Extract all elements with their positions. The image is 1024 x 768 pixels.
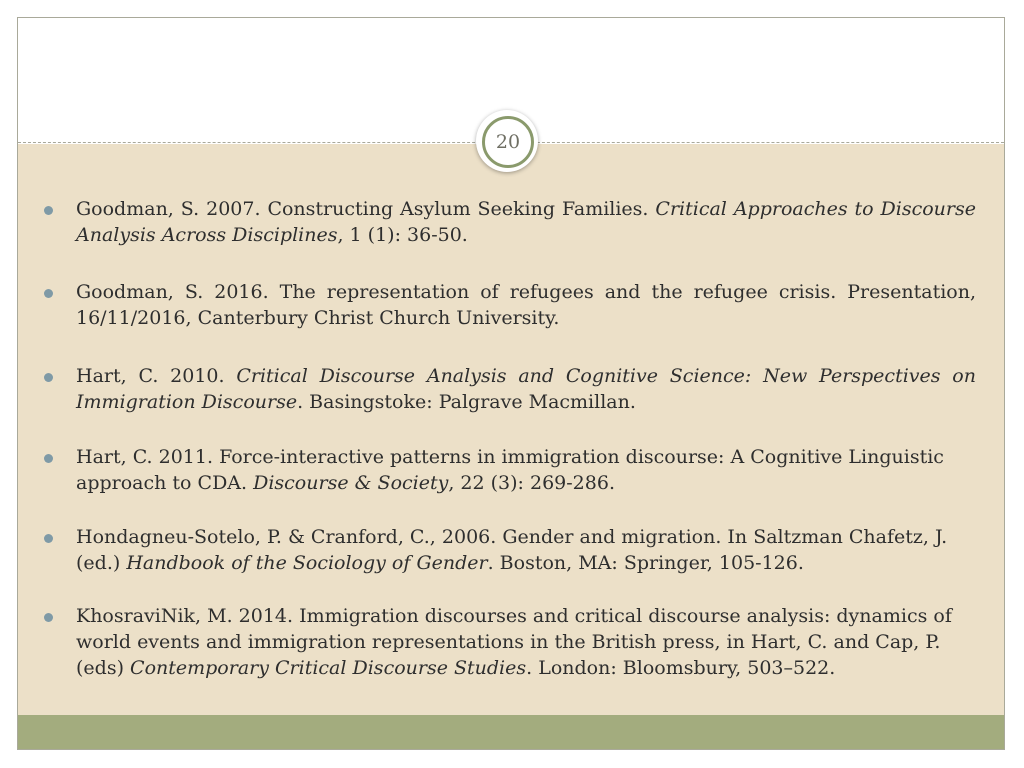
reference-text bbox=[76, 444, 976, 496]
reference-segment: Goodman, S. 2007. Constructing Asylum Seeking Families. bbox=[76, 198, 656, 220]
bullet-icon bbox=[44, 534, 53, 543]
bullet-icon bbox=[44, 454, 53, 463]
reference-title: Contemporary Critical Discourse Studies bbox=[130, 657, 527, 679]
reference-text bbox=[76, 524, 976, 576]
reference-segment: Hondagneu-Sotelo, P. & Cranford, C., 2006. Gender and migration. In Saltzman Chafetz, J. (ed.) bbox=[76, 526, 948, 574]
reference-segment: . London: Bloomsbury, 503–522. bbox=[526, 657, 836, 679]
slide-number: 20 bbox=[495, 131, 521, 153]
bullet-icon bbox=[44, 373, 53, 382]
reference-text bbox=[76, 279, 976, 331]
reference-title: Critical Approaches to Discourse Analysis Across Disciplines bbox=[76, 198, 977, 246]
reference-text bbox=[76, 363, 976, 415]
slide-number-badge bbox=[476, 110, 538, 172]
reference-segment: Goodman, S. 2016. The representation of refugees and the refugee crisis. Presentation, 16/11/2016, Canterbury Christ Church University. bbox=[76, 281, 976, 329]
reference-text bbox=[76, 196, 976, 248]
slide bbox=[17, 17, 1005, 750]
reference-segment: , 22 (3): 269-286. bbox=[448, 472, 615, 494]
reference-title: Discourse & Society bbox=[253, 472, 449, 494]
slide-number-ring bbox=[482, 116, 534, 168]
reference-segment: KhosraviNik, M. 2014. Immigration discourses and critical discourse analysis: dynamics of world events and immigration representations in the British press, in Hart, C. and Cap, P. (eds) bbox=[76, 605, 952, 679]
reference-segment: Hart, C. 2010. bbox=[76, 365, 237, 387]
reference-segment: . Basingstoke: Palgrave Macmillan. bbox=[297, 391, 636, 413]
bullet-icon bbox=[44, 289, 53, 298]
reference-segment: , 1 (1): 36-50. bbox=[337, 224, 468, 246]
reference-title: Handbook of the Sociology of Gender bbox=[126, 552, 488, 574]
reference-segment: . Boston, MA: Springer, 105-126. bbox=[487, 552, 804, 574]
reference-segment: Hart, C. 2011. Force-interactive patterns in immigration discourse: A Cognitive Linguistic approach to CDA. bbox=[76, 446, 944, 494]
bullet-icon bbox=[44, 206, 53, 215]
reference-title: Critical Discourse Analysis and Cognitive Science: New Perspectives on Immigration Discourse bbox=[76, 365, 976, 413]
reference-text bbox=[76, 603, 976, 681]
footer-bar bbox=[18, 715, 1004, 749]
bullet-icon bbox=[44, 613, 53, 622]
